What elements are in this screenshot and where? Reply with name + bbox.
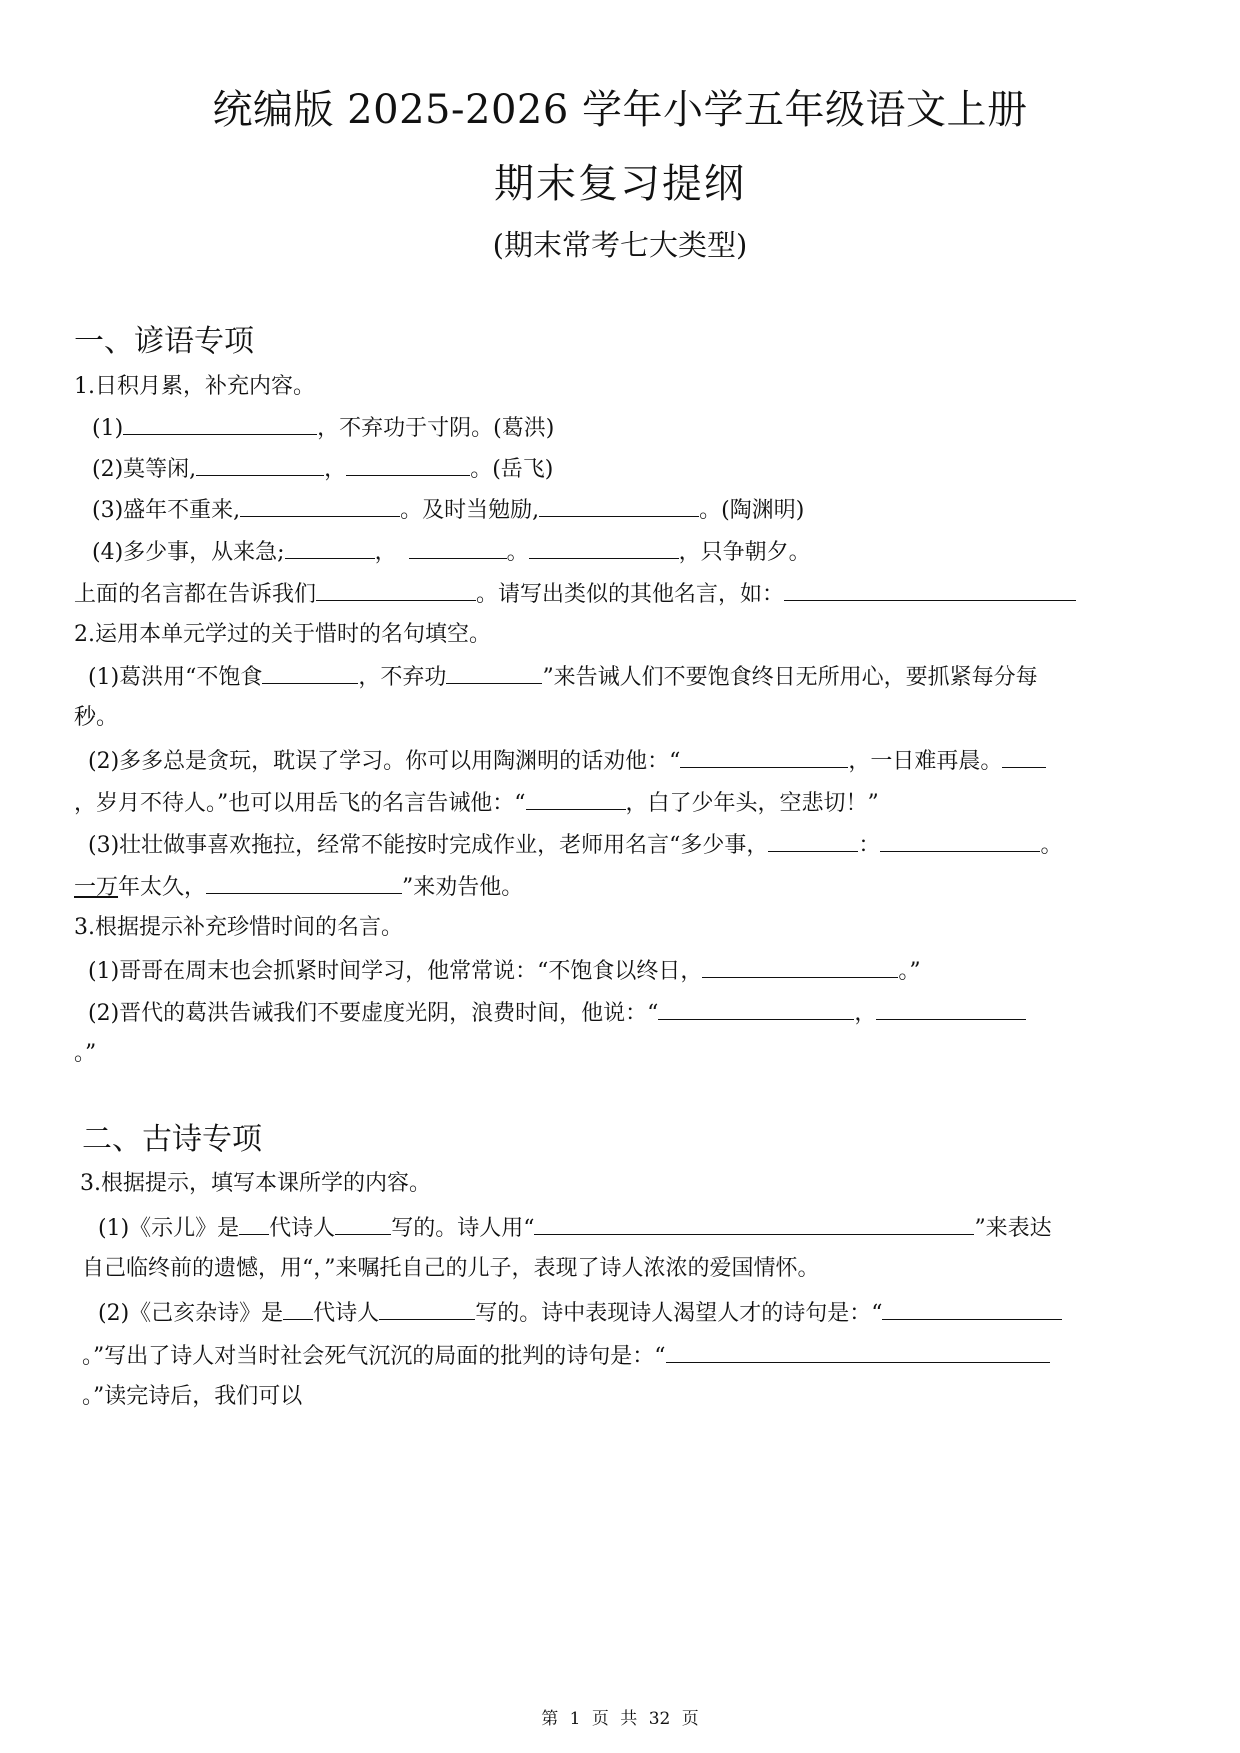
item-text: 写的。诗人用“: [391, 1216, 535, 1241]
item-text: (2)晋代的葛洪告诫我们不要虚度光阴，浪费时间，他说：“: [88, 1001, 659, 1026]
answer-blank: [876, 997, 1026, 1020]
item-text: ”来劝告他。: [402, 875, 524, 900]
item-text: 代诗人: [269, 1216, 336, 1241]
question-1-stem: 1.日积月累，补充内容。: [74, 374, 315, 399]
answer-blank: [784, 578, 1076, 601]
answer-blank: [880, 829, 1040, 852]
section2-question-3-item-2-end: 。”读完诗后，我们可以: [82, 1384, 303, 1409]
section-heading-proverbs: 一、谚语专项: [74, 324, 254, 359]
item-text: ”来表达: [974, 1216, 1052, 1241]
answer-blank: [658, 997, 854, 1020]
item-text: ，: [854, 1001, 877, 1026]
item-text: 。”写出了诗人对当时社会死气沉沉的局面的批判的诗句是：“: [82, 1344, 666, 1369]
page-number: 第 1 页 共 32 页: [541, 1709, 699, 1729]
item-text: ，一日难再晨。: [848, 749, 1003, 774]
item-text: ”来告诫人们不要饱食终日无所用心，要抓紧每分每: [542, 665, 1038, 690]
answer-blank: [882, 1297, 1062, 1320]
item-text: ：: [858, 833, 881, 858]
item-text: ，: [324, 457, 347, 482]
item-text: ，不弃功于寸阴。(葛洪): [317, 416, 555, 441]
question-1-item-3: [92, 494, 804, 526]
item-text: ，白了少年头，空悲切！”: [625, 791, 879, 816]
question-2-item-3: [88, 829, 1062, 861]
item-text: 一万: [74, 875, 119, 900]
section2-question-3-item-2-cont: [82, 1340, 1050, 1372]
item-text: (3)盛年不重来,: [92, 498, 241, 523]
item-text: 。: [1040, 833, 1063, 858]
section2-question-3-item-2: [98, 1297, 1062, 1329]
answer-blank: [196, 453, 324, 476]
item-text: (3)壮壮做事喜欢拖拉，经常不能按时完成作业，老师用名言“多少事，: [88, 833, 769, 858]
item-text: ，只争朝夕。: [678, 540, 811, 565]
answer-blank: [768, 829, 858, 852]
question-3-item-2: [88, 997, 1026, 1029]
item-text: (2)多多总是贪玩，耽误了学习。你可以用陶渊明的话劝他：“: [88, 749, 681, 774]
item-text: 。(陶渊明): [699, 498, 805, 523]
section2-question-3-stem: 3.根据提示，填写本课所学的内容。: [80, 1171, 431, 1196]
question-1-summary: [74, 578, 1076, 610]
question-3-item-2-cont: 。”: [74, 1041, 97, 1066]
answer-blank: [666, 1340, 1050, 1363]
item-text: (2)《己亥杂诗》是: [98, 1301, 284, 1326]
item-text: 。及时当勉励,: [400, 498, 540, 523]
item-text: (1): [92, 416, 124, 441]
answer-blank: [539, 494, 699, 517]
answer-blank: [285, 536, 375, 559]
question-2-item-2-cont: [74, 787, 879, 819]
item-text: (1)葛洪用“不饱食: [88, 665, 263, 690]
item-text: ，: [374, 540, 397, 565]
answer-blank: [379, 1297, 475, 1320]
item-text: (1)《示儿》是: [98, 1216, 240, 1241]
question-2-item-3-cont: [74, 871, 523, 903]
item-text: 代诗人: [313, 1301, 380, 1326]
item-text: 。请写出类似的其他名言，如：: [476, 582, 785, 607]
answer-blank: [335, 1212, 391, 1235]
question-2-item-2: [88, 745, 1046, 777]
answer-blank: [446, 661, 542, 684]
question-1-item-4: [92, 536, 811, 568]
document-subtitle: 期末复习提纲: [494, 161, 746, 207]
item-text: (1)哥哥在周末也会抓紧时间学习，他常常说：“不饱食以终日，: [88, 959, 703, 984]
item-text: 。”: [898, 959, 921, 984]
question-1-item-1: [92, 412, 554, 444]
item-text: ，岁月不待人。”也可以用岳飞的名言告诫他：“: [74, 791, 526, 816]
document-note: (期末常考七大类型): [492, 228, 748, 262]
section2-question-3-item-1: [98, 1212, 1052, 1244]
item-text: 。: [506, 540, 529, 565]
question-3-item-1: [88, 955, 921, 987]
answer-blank: [680, 745, 848, 768]
answer-blank: [316, 578, 476, 601]
question-3-stem: 3.根据提示补充珍惜时间的名言。: [74, 915, 403, 940]
item-text: 上面的名言都在告诉我们: [74, 582, 317, 607]
question-2-item-1: [88, 661, 1038, 693]
item-text: (4)多少事，从来急;: [92, 540, 285, 565]
answer-blank: [409, 536, 507, 559]
answer-blank: [346, 453, 470, 476]
item-text: 年太久，: [118, 875, 207, 900]
answer-blank: [239, 1212, 269, 1235]
answer-blank: [702, 955, 898, 978]
answer-blank: [262, 661, 358, 684]
answer-blank: [526, 787, 626, 810]
item-text: ，不弃功: [358, 665, 447, 690]
item-text: (2)莫等闲,: [92, 457, 197, 482]
item-text: 。(岳飞): [470, 457, 554, 482]
section-heading-poetry: 二、古诗专项: [82, 1122, 262, 1157]
answer-blank: [123, 412, 317, 435]
answer-blank: [240, 494, 400, 517]
answer-blank: [1002, 745, 1046, 768]
answer-blank: [206, 871, 402, 894]
answer-blank: [534, 1212, 974, 1235]
answer-blank: [283, 1297, 313, 1320]
question-2-item-1-cont: 秒。: [74, 705, 119, 730]
item-text: 写的。诗中表现诗人渴望人才的诗句是：“: [475, 1301, 883, 1326]
answer-blank: [529, 536, 679, 559]
document-title: 统编版 2025-2026 学年小学五年级语文上册: [212, 87, 1028, 133]
question-1-item-2: [92, 453, 553, 485]
section2-question-3-item-1-cont: 自己临终前的遗憾，用“，”来嘱托自己的儿子，表现了诗人浓浓的爱国情怀。: [82, 1256, 820, 1281]
question-2-stem: 2.运用本单元学过的关于惜时的名句填空。: [74, 622, 491, 647]
